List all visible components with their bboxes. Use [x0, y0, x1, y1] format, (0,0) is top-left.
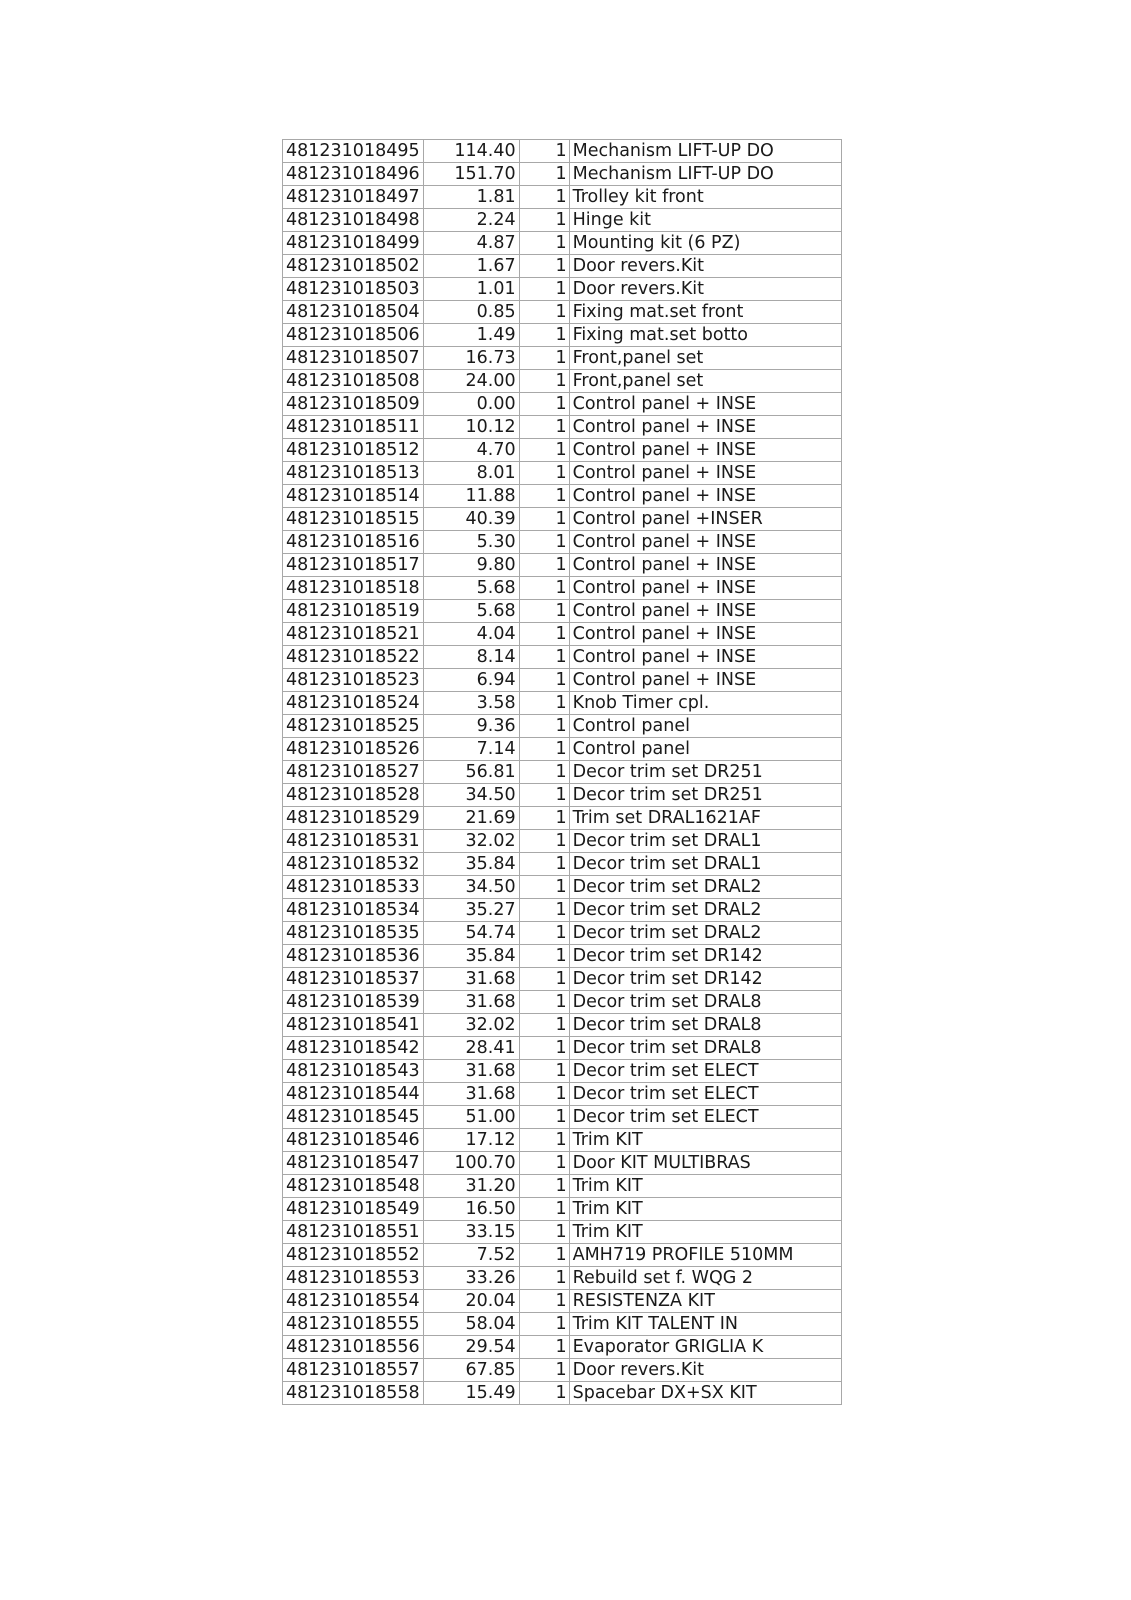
price-cell: 56.81: [423, 761, 519, 784]
price-cell: 5.68: [423, 577, 519, 600]
description-cell: Decor trim set DRAL2: [569, 922, 841, 945]
part-number-cell: 481231018521: [283, 623, 424, 646]
price-cell: 7.52: [423, 1244, 519, 1267]
description-cell: Hinge kit: [569, 209, 841, 232]
quantity-cell: 1: [519, 577, 569, 600]
price-cell: 16.73: [423, 347, 519, 370]
part-number-cell: 481231018516: [283, 531, 424, 554]
part-number-cell: 481231018544: [283, 1083, 424, 1106]
quantity-cell: 1: [519, 646, 569, 669]
price-cell: 2.24: [423, 209, 519, 232]
table-row: [283, 1083, 842, 1106]
description-cell: Control panel: [569, 738, 841, 761]
price-cell: 8.01: [423, 462, 519, 485]
table-row: [283, 1014, 842, 1037]
price-cell: 29.54: [423, 1336, 519, 1359]
description-cell: Mounting kit (6 PZ): [569, 232, 841, 255]
price-cell: 35.84: [423, 945, 519, 968]
description-cell: Knob Timer cpl.: [569, 692, 841, 715]
table-row: [283, 1336, 842, 1359]
description-cell: Evaporator GRIGLIA K: [569, 1336, 841, 1359]
price-cell: 40.39: [423, 508, 519, 531]
quantity-cell: 1: [519, 600, 569, 623]
part-number-cell: 481231018502: [283, 255, 424, 278]
description-cell: Control panel + INSE: [569, 439, 841, 462]
price-cell: 31.68: [423, 1060, 519, 1083]
table-row: [283, 784, 842, 807]
price-cell: 1.01: [423, 278, 519, 301]
quantity-cell: 1: [519, 232, 569, 255]
price-cell: 35.84: [423, 853, 519, 876]
quantity-cell: 1: [519, 324, 569, 347]
table-row: [283, 876, 842, 899]
quantity-cell: 1: [519, 692, 569, 715]
price-cell: 33.26: [423, 1267, 519, 1290]
price-cell: 67.85: [423, 1359, 519, 1382]
price-cell: 1.81: [423, 186, 519, 209]
table-row: [283, 508, 842, 531]
quantity-cell: 1: [519, 370, 569, 393]
price-cell: 54.74: [423, 922, 519, 945]
price-cell: 20.04: [423, 1290, 519, 1313]
quantity-cell: 1: [519, 209, 569, 232]
description-cell: Control panel + INSE: [569, 646, 841, 669]
quantity-cell: 1: [519, 554, 569, 577]
part-number-cell: 481231018528: [283, 784, 424, 807]
price-cell: 7.14: [423, 738, 519, 761]
quantity-cell: 1: [519, 1175, 569, 1198]
price-cell: 5.68: [423, 600, 519, 623]
description-cell: Spacebar DX+SX KIT: [569, 1382, 841, 1405]
price-cell: 11.88: [423, 485, 519, 508]
quantity-cell: 1: [519, 738, 569, 761]
part-number-cell: 481231018551: [283, 1221, 424, 1244]
description-cell: Door revers.Kit: [569, 1359, 841, 1382]
part-number-cell: 481231018534: [283, 899, 424, 922]
description-cell: Decor trim set DRAL8: [569, 1037, 841, 1060]
price-cell: 28.41: [423, 1037, 519, 1060]
quantity-cell: 1: [519, 899, 569, 922]
part-number-cell: 481231018495: [283, 140, 424, 163]
price-cell: 4.70: [423, 439, 519, 462]
part-number-cell: 481231018539: [283, 991, 424, 1014]
quantity-cell: 1: [519, 991, 569, 1014]
quantity-cell: 1: [519, 1106, 569, 1129]
description-cell: Trim KIT: [569, 1221, 841, 1244]
part-number-cell: 481231018537: [283, 968, 424, 991]
quantity-cell: 1: [519, 439, 569, 462]
quantity-cell: 1: [519, 1037, 569, 1060]
part-number-cell: 481231018529: [283, 807, 424, 830]
table-row: [283, 278, 842, 301]
price-cell: 9.36: [423, 715, 519, 738]
part-number-cell: 481231018497: [283, 186, 424, 209]
part-number-cell: 481231018525: [283, 715, 424, 738]
table-row: [283, 692, 842, 715]
price-cell: 4.87: [423, 232, 519, 255]
price-cell: 31.68: [423, 1083, 519, 1106]
price-cell: 9.80: [423, 554, 519, 577]
table-row: [283, 209, 842, 232]
price-cell: 3.58: [423, 692, 519, 715]
table-row: [283, 324, 842, 347]
table-row: [283, 1175, 842, 1198]
description-cell: Trim KIT: [569, 1175, 841, 1198]
table-row: [283, 393, 842, 416]
price-cell: 114.40: [423, 140, 519, 163]
table-row: [283, 1359, 842, 1382]
price-cell: 16.50: [423, 1198, 519, 1221]
price-cell: 33.15: [423, 1221, 519, 1244]
table-row: [283, 1382, 842, 1405]
description-cell: Trim KIT: [569, 1129, 841, 1152]
description-cell: Decor trim set DR142: [569, 968, 841, 991]
table-row: [283, 761, 842, 784]
table-row: [283, 416, 842, 439]
table-row: [283, 1037, 842, 1060]
description-cell: Fixing mat.set botto: [569, 324, 841, 347]
table-row: [283, 600, 842, 623]
description-cell: Decor trim set ELECT: [569, 1106, 841, 1129]
part-number-cell: 481231018548: [283, 1175, 424, 1198]
table-row: [283, 439, 842, 462]
quantity-cell: 1: [519, 1152, 569, 1175]
description-cell: Control panel + INSE: [569, 462, 841, 485]
description-cell: Decor trim set DRAL1: [569, 830, 841, 853]
part-number-cell: 481231018523: [283, 669, 424, 692]
part-number-cell: 481231018552: [283, 1244, 424, 1267]
quantity-cell: 1: [519, 669, 569, 692]
table-row: [283, 554, 842, 577]
quantity-cell: 1: [519, 922, 569, 945]
quantity-cell: 1: [519, 347, 569, 370]
table-row: [283, 1106, 842, 1129]
description-cell: Trim set DRAL1621AF: [569, 807, 841, 830]
quantity-cell: 1: [519, 485, 569, 508]
quantity-cell: 1: [519, 1290, 569, 1313]
table-row: [283, 991, 842, 1014]
quantity-cell: 1: [519, 1359, 569, 1382]
description-cell: Decor trim set DR251: [569, 784, 841, 807]
parts-table-body: [283, 140, 842, 1405]
description-cell: Trim KIT TALENT IN: [569, 1313, 841, 1336]
description-cell: Control panel + INSE: [569, 554, 841, 577]
price-cell: 0.85: [423, 301, 519, 324]
table-row: [283, 899, 842, 922]
part-number-cell: 481231018531: [283, 830, 424, 853]
quantity-cell: 1: [519, 393, 569, 416]
table-row: [283, 140, 842, 163]
part-number-cell: 481231018545: [283, 1106, 424, 1129]
table-row: [283, 646, 842, 669]
table-row: [283, 370, 842, 393]
part-number-cell: 481231018553: [283, 1267, 424, 1290]
part-number-cell: 481231018503: [283, 278, 424, 301]
description-cell: Decor trim set DRAL8: [569, 1014, 841, 1037]
description-cell: Control panel + INSE: [569, 485, 841, 508]
table-row: [283, 163, 842, 186]
part-number-cell: 481231018496: [283, 163, 424, 186]
description-cell: Trolley kit front: [569, 186, 841, 209]
table-row: [283, 1152, 842, 1175]
quantity-cell: 1: [519, 186, 569, 209]
description-cell: RESISTENZA KIT: [569, 1290, 841, 1313]
part-number-cell: 481231018509: [283, 393, 424, 416]
description-cell: Front,panel set: [569, 347, 841, 370]
table-row: [283, 577, 842, 600]
part-number-cell: 481231018515: [283, 508, 424, 531]
part-number-cell: 481231018526: [283, 738, 424, 761]
quantity-cell: 1: [519, 623, 569, 646]
part-number-cell: 481231018522: [283, 646, 424, 669]
table-row: [283, 186, 842, 209]
description-cell: Control panel + INSE: [569, 669, 841, 692]
table-row: [283, 347, 842, 370]
quantity-cell: 1: [519, 945, 569, 968]
part-number-cell: 481231018556: [283, 1336, 424, 1359]
part-number-cell: 481231018524: [283, 692, 424, 715]
quantity-cell: 1: [519, 853, 569, 876]
description-cell: Control panel +INSER: [569, 508, 841, 531]
price-cell: 35.27: [423, 899, 519, 922]
description-cell: Control panel + INSE: [569, 577, 841, 600]
price-cell: 10.12: [423, 416, 519, 439]
quantity-cell: 1: [519, 1129, 569, 1152]
part-number-cell: 481231018527: [283, 761, 424, 784]
price-cell: 1.67: [423, 255, 519, 278]
price-cell: 32.02: [423, 1014, 519, 1037]
description-cell: Decor trim set ELECT: [569, 1060, 841, 1083]
price-cell: 6.94: [423, 669, 519, 692]
price-cell: 15.49: [423, 1382, 519, 1405]
part-number-cell: 481231018517: [283, 554, 424, 577]
table-row: [283, 922, 842, 945]
table-row: [283, 669, 842, 692]
price-cell: 58.04: [423, 1313, 519, 1336]
part-number-cell: 481231018532: [283, 853, 424, 876]
price-cell: 32.02: [423, 830, 519, 853]
part-number-cell: 481231018507: [283, 347, 424, 370]
part-number-cell: 481231018557: [283, 1359, 424, 1382]
description-cell: AMH719 PROFILE 510MM: [569, 1244, 841, 1267]
description-cell: Control panel + INSE: [569, 623, 841, 646]
table-row: [283, 1313, 842, 1336]
table-row: [283, 531, 842, 554]
description-cell: Decor trim set DR251: [569, 761, 841, 784]
quantity-cell: 1: [519, 715, 569, 738]
quantity-cell: 1: [519, 968, 569, 991]
table-row: [283, 1244, 842, 1267]
description-cell: Mechanism LIFT-UP DO: [569, 163, 841, 186]
quantity-cell: 1: [519, 1267, 569, 1290]
price-cell: 34.50: [423, 876, 519, 899]
price-cell: 100.70: [423, 1152, 519, 1175]
table-row: [283, 1267, 842, 1290]
price-cell: 0.00: [423, 393, 519, 416]
description-cell: Front,panel set: [569, 370, 841, 393]
description-cell: Control panel: [569, 715, 841, 738]
quantity-cell: 1: [519, 1313, 569, 1336]
price-cell: 21.69: [423, 807, 519, 830]
quantity-cell: 1: [519, 416, 569, 439]
part-number-cell: 481231018513: [283, 462, 424, 485]
parts-price-table: [282, 139, 842, 1405]
quantity-cell: 1: [519, 462, 569, 485]
part-number-cell: 481231018511: [283, 416, 424, 439]
quantity-cell: 1: [519, 1221, 569, 1244]
description-cell: Decor trim set DRAL8: [569, 991, 841, 1014]
table-row: [283, 301, 842, 324]
price-cell: 31.20: [423, 1175, 519, 1198]
price-cell: 8.14: [423, 646, 519, 669]
table-row: [283, 968, 842, 991]
part-number-cell: 481231018547: [283, 1152, 424, 1175]
table-row: [283, 1198, 842, 1221]
quantity-cell: 1: [519, 876, 569, 899]
description-cell: Decor trim set ELECT: [569, 1083, 841, 1106]
description-cell: Rebuild set f. WQG 2: [569, 1267, 841, 1290]
quantity-cell: 1: [519, 163, 569, 186]
table-row: [283, 807, 842, 830]
description-cell: Decor trim set DRAL2: [569, 899, 841, 922]
description-cell: Mechanism LIFT-UP DO: [569, 140, 841, 163]
description-cell: Control panel + INSE: [569, 600, 841, 623]
part-number-cell: 481231018533: [283, 876, 424, 899]
part-number-cell: 481231018549: [283, 1198, 424, 1221]
quantity-cell: 1: [519, 784, 569, 807]
description-cell: Decor trim set DRAL1: [569, 853, 841, 876]
table-row: [283, 485, 842, 508]
part-number-cell: 481231018514: [283, 485, 424, 508]
description-cell: Door revers.Kit: [569, 255, 841, 278]
quantity-cell: 1: [519, 531, 569, 554]
part-number-cell: 481231018546: [283, 1129, 424, 1152]
description-cell: Door revers.Kit: [569, 278, 841, 301]
quantity-cell: 1: [519, 1083, 569, 1106]
price-cell: 1.49: [423, 324, 519, 347]
part-number-cell: 481231018506: [283, 324, 424, 347]
table-row: [283, 1129, 842, 1152]
price-cell: 51.00: [423, 1106, 519, 1129]
quantity-cell: 1: [519, 301, 569, 324]
part-number-cell: 481231018543: [283, 1060, 424, 1083]
part-number-cell: 481231018536: [283, 945, 424, 968]
price-cell: 5.30: [423, 531, 519, 554]
table-row: [283, 715, 842, 738]
description-cell: Fixing mat.set front: [569, 301, 841, 324]
price-cell: 31.68: [423, 968, 519, 991]
table-row: [283, 1221, 842, 1244]
quantity-cell: 1: [519, 140, 569, 163]
description-cell: Control panel + INSE: [569, 393, 841, 416]
price-cell: 34.50: [423, 784, 519, 807]
quantity-cell: 1: [519, 1060, 569, 1083]
table-row: [283, 1290, 842, 1313]
part-number-cell: 481231018498: [283, 209, 424, 232]
part-number-cell: 481231018541: [283, 1014, 424, 1037]
table-row: [283, 255, 842, 278]
part-number-cell: 481231018512: [283, 439, 424, 462]
part-number-cell: 481231018519: [283, 600, 424, 623]
part-number-cell: 481231018508: [283, 370, 424, 393]
part-number-cell: 481231018555: [283, 1313, 424, 1336]
description-cell: Trim KIT: [569, 1198, 841, 1221]
quantity-cell: 1: [519, 807, 569, 830]
table-row: [283, 462, 842, 485]
table-row: [283, 853, 842, 876]
quantity-cell: 1: [519, 1198, 569, 1221]
table-row: [283, 232, 842, 255]
description-cell: Door KIT MULTIBRAS: [569, 1152, 841, 1175]
part-number-cell: 481231018542: [283, 1037, 424, 1060]
price-cell: 151.70: [423, 163, 519, 186]
part-number-cell: 481231018558: [283, 1382, 424, 1405]
table-row: [283, 738, 842, 761]
quantity-cell: 1: [519, 830, 569, 853]
table-row: [283, 945, 842, 968]
quantity-cell: 1: [519, 1336, 569, 1359]
table-row: [283, 830, 842, 853]
part-number-cell: 481231018499: [283, 232, 424, 255]
description-cell: Decor trim set DR142: [569, 945, 841, 968]
description-cell: Control panel + INSE: [569, 531, 841, 554]
quantity-cell: 1: [519, 761, 569, 784]
quantity-cell: 1: [519, 1244, 569, 1267]
table-row: [283, 623, 842, 646]
price-cell: 4.04: [423, 623, 519, 646]
quantity-cell: 1: [519, 508, 569, 531]
part-number-cell: 481231018504: [283, 301, 424, 324]
part-number-cell: 481231018535: [283, 922, 424, 945]
quantity-cell: 1: [519, 255, 569, 278]
price-cell: 24.00: [423, 370, 519, 393]
quantity-cell: 1: [519, 1014, 569, 1037]
description-cell: Decor trim set DRAL2: [569, 876, 841, 899]
price-cell: 31.68: [423, 991, 519, 1014]
table-row: [283, 1060, 842, 1083]
part-number-cell: 481231018518: [283, 577, 424, 600]
quantity-cell: 1: [519, 278, 569, 301]
price-cell: 17.12: [423, 1129, 519, 1152]
quantity-cell: 1: [519, 1382, 569, 1405]
part-number-cell: 481231018554: [283, 1290, 424, 1313]
description-cell: Control panel + INSE: [569, 416, 841, 439]
